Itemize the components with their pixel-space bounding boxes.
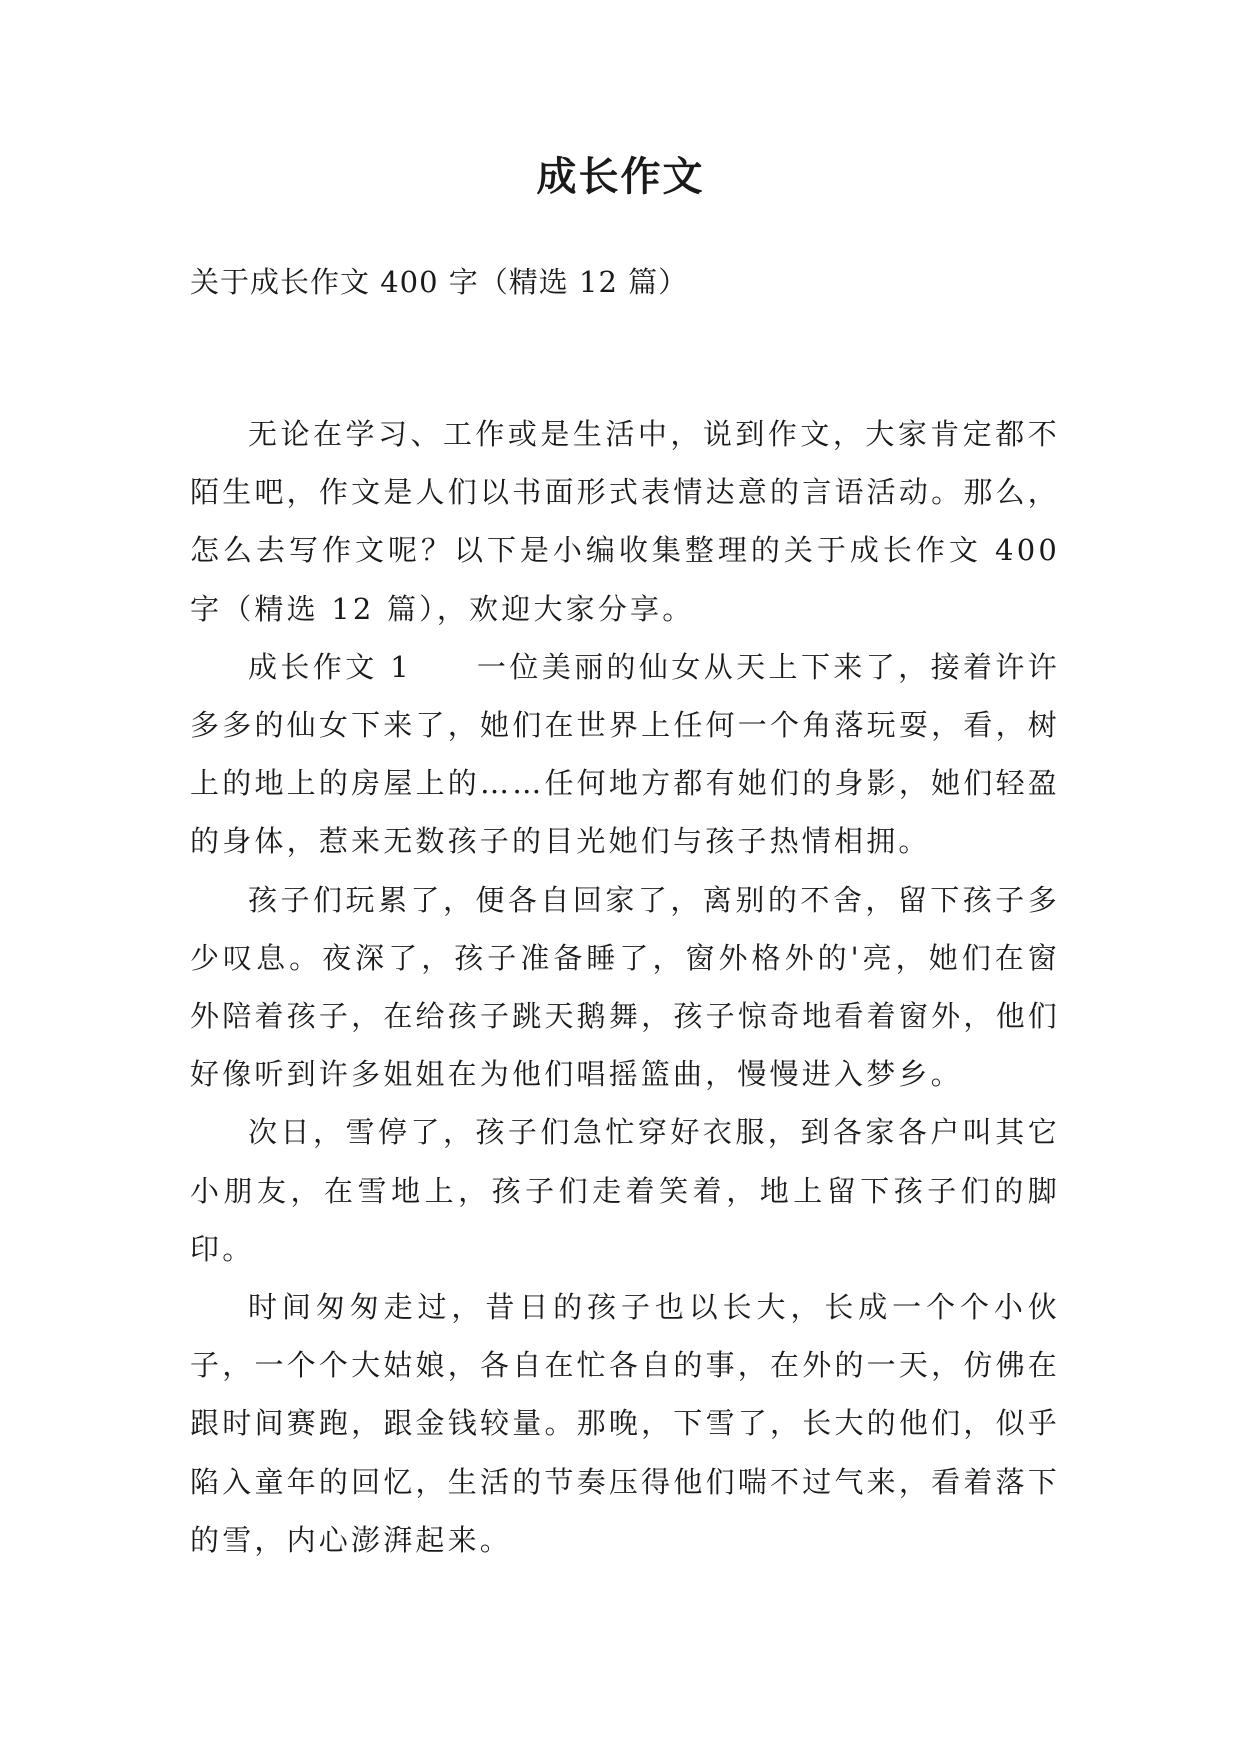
essay-paragraph: 时间匆匆走过，昔日的孩子也以长大，长成一个个小伙子，一个个大姑娘，各自在忙各自的事，在外的一天，仿佛在跟时间赛跑，跟金钱较量。那晚，下雪了，长大的他们，似乎陷入童年的回忆，生活的节奏压得他们喘不过气来，看着落下的雪，内心澎湃起来。 bbox=[190, 1290, 1060, 1557]
document-subtitle: 关于成长作文 400 字（精选 12 篇） bbox=[190, 265, 689, 299]
essay-paragraph: 孩子们玩累了，便各自回家了，离别的不舍，留下孩子多少叹息。夜深了，孩子准备睡了，窗外格外的'亮，她们在窗外陪着孩子，在给孩子跳天鹅舞，孩子惊奇地看着窗外，他们好像听到许多姐姐在为他们唱摇篮曲，慢慢进入梦乡。 bbox=[190, 882, 1060, 1092]
document-title: 成长作文 bbox=[536, 154, 705, 200]
intro-paragraph: 无论在学习、工作或是生活中，说到作文，大家肯定都不陌生吧，作文是人们以书面形式表情达意的言语活动。那么，怎么去写作文呢？以下是小编收集整理的关于成长作文 400 字（精选 12 篇），欢迎大家分享。 bbox=[190, 417, 1060, 626]
essay-paragraph: 次日，雪停了，孩子们急忙穿好衣服，到各家各户叫其它小朋友，在雪地上，孩子们走着笑着，地上留下孩子们的脚印。 bbox=[190, 1115, 1060, 1266]
essay-paragraph: 成长作文 1 一位美丽的仙女从天上下来了，接着许许多多的仙女下来了，她们在世界上任何一个角落玩耍，看，树上的地上的房屋上的……任何地方都有她们的身影，她们轻盈的身体，惹来无数孩子的目光她们与孩子热情相拥。 bbox=[190, 649, 1060, 859]
document-body bbox=[190, 405, 1060, 1569]
